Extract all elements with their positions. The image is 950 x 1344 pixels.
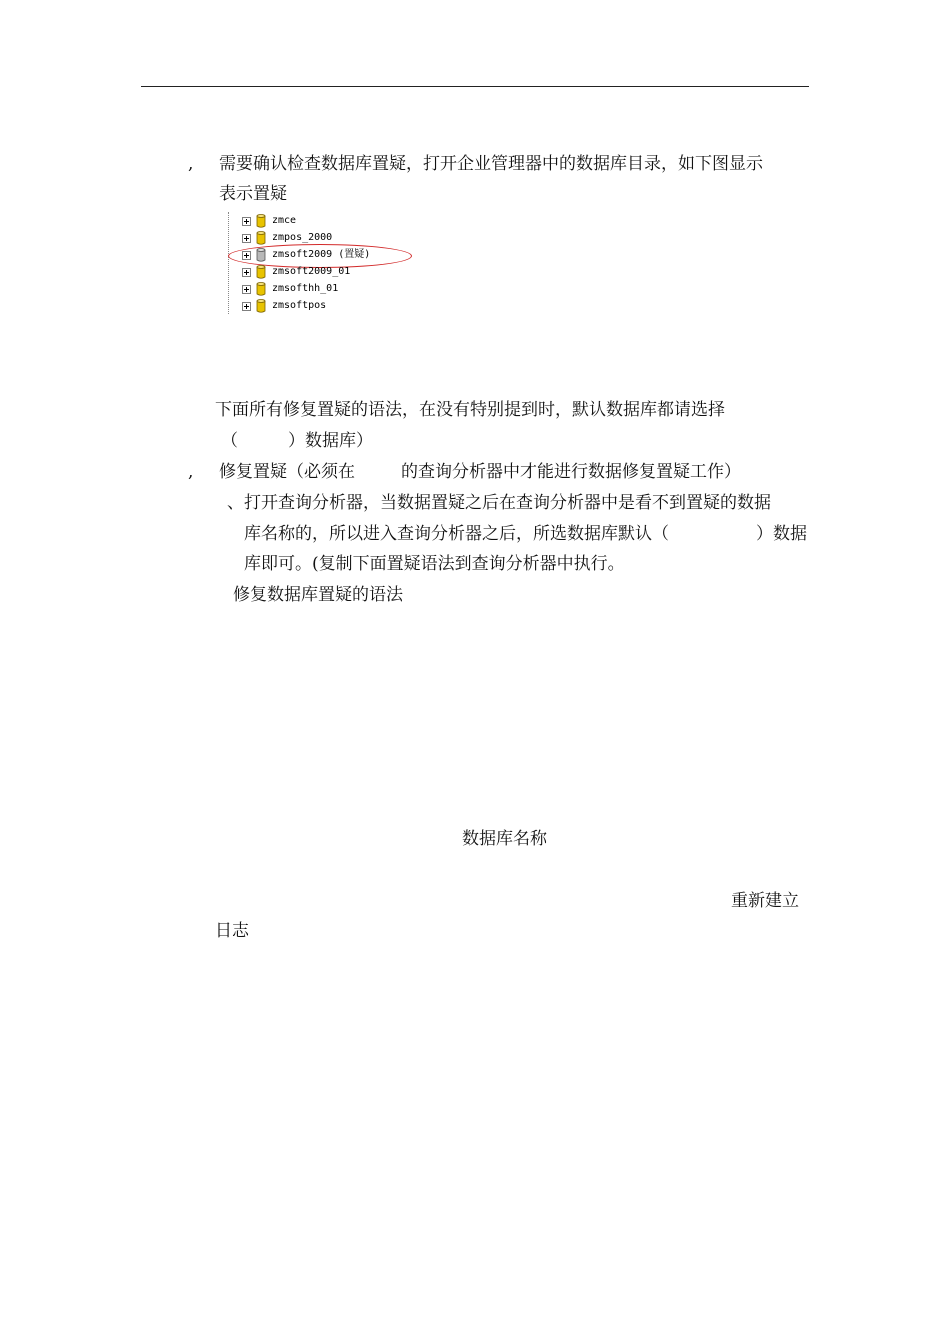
item1-lead: , bbox=[188, 154, 194, 174]
item1-text: 需要确认检查数据库置疑，打开企业管理器中的数据库目录，如下图显示 bbox=[219, 154, 763, 174]
database-icon bbox=[256, 231, 266, 245]
expand-icon[interactable] bbox=[242, 234, 251, 243]
database-icon bbox=[256, 214, 266, 228]
tree-node[interactable] bbox=[242, 264, 350, 280]
tree-node[interactable] bbox=[242, 281, 338, 297]
step1-line1: 、打开查询分析器，当数据置疑之后在查询分析器中是看不到置疑的数据 bbox=[227, 493, 771, 513]
step1-line2-a: 库名称的，所以进入查询分析器之后，所选数据库默认（ bbox=[244, 524, 669, 544]
tree-guide-line bbox=[228, 212, 229, 314]
tree-node[interactable] bbox=[242, 230, 332, 246]
para2-line1: 下面所有修复置疑的语法，在没有特别提到时，默认数据库都请选择 bbox=[215, 400, 725, 420]
step1-line2-b: ）数据 bbox=[756, 524, 807, 544]
expand-icon[interactable] bbox=[242, 285, 251, 294]
tree-node[interactable] bbox=[242, 298, 326, 314]
expand-icon[interactable] bbox=[242, 251, 251, 260]
item2-part1: 修复置疑（必须在 bbox=[219, 462, 355, 482]
step1-line3: 库即可。(复制下面置疑语法到查询分析器中执行。 bbox=[244, 554, 625, 574]
rebuild-label: 重新建立 bbox=[731, 891, 799, 911]
para2-close: ）数据库） bbox=[288, 431, 373, 451]
database-name-label: 数据库名称 bbox=[462, 829, 547, 849]
item2-part2: 的查询分析器中才能进行数据修复置疑工作） bbox=[401, 462, 741, 482]
database-suspect-icon bbox=[256, 248, 266, 262]
database-icon bbox=[256, 299, 266, 313]
tree-node-label: zmsoftpos bbox=[272, 300, 327, 311]
database-icon bbox=[256, 282, 266, 296]
tree-node-suspect[interactable] bbox=[242, 247, 370, 263]
item1-text-cont: 表示置疑 bbox=[219, 184, 287, 204]
tree-node[interactable] bbox=[242, 213, 296, 229]
tree-node-label: zmsoft2009_01 bbox=[272, 266, 351, 277]
tree-node-label: zmsoft2009 (置疑) bbox=[272, 249, 371, 260]
log-label: 日志 bbox=[215, 921, 249, 941]
database-icon bbox=[256, 265, 266, 279]
para2-open-paren: （ bbox=[221, 431, 238, 451]
expand-icon[interactable] bbox=[242, 217, 251, 226]
expand-icon[interactable] bbox=[242, 302, 251, 311]
tree-node-label: zmsofthh_01 bbox=[272, 283, 339, 294]
tree-node-label: zmce bbox=[272, 215, 297, 226]
header-rule bbox=[141, 86, 809, 87]
expand-icon[interactable] bbox=[242, 268, 251, 277]
step1-line4: 修复数据库置疑的语法 bbox=[233, 585, 403, 605]
database-tree bbox=[228, 208, 428, 316]
tree-node-label: zmpos_2000 bbox=[272, 232, 333, 243]
item2-lead: , bbox=[188, 462, 194, 482]
